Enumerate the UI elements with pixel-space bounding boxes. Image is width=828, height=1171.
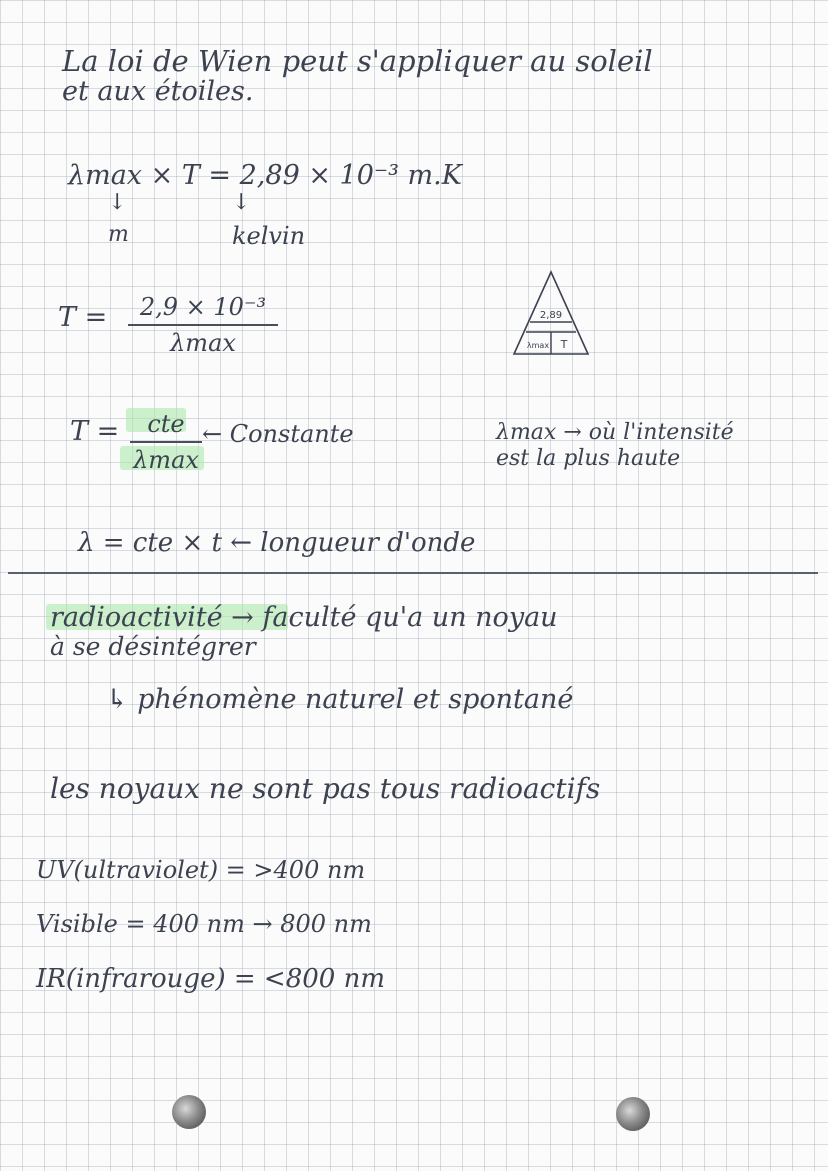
formula-triangle-diagram — [510, 268, 592, 360]
wien-formula: λmax × T = 2,89 × 10⁻³ m.K — [68, 160, 462, 191]
fraction-denominator: λmax — [133, 445, 199, 474]
fraction-bar — [128, 324, 278, 326]
arrow-down-icon: ↓ — [108, 190, 127, 215]
spectrum-ir: IR(infrarouge) = <800 nm — [36, 964, 385, 994]
constant-note: ← Constante — [202, 420, 354, 448]
binder-hole-left — [172, 1095, 206, 1129]
fraction-numerator: cte — [147, 410, 185, 438]
fraction-cte — [130, 410, 202, 474]
radioactivity-definition-cont: à se désintégrer — [50, 632, 256, 661]
spectrum-uv: UV(ultraviolet) = >400 nm — [36, 856, 366, 884]
radioactivity-note: les noyaux ne sont pas tous radioactifs — [50, 772, 601, 805]
triangle-top-label: 2,89 — [539, 310, 563, 321]
radioactivity-nature: ↳ phénomène naturel et spontané — [106, 684, 574, 715]
t-equals-cte: T = — [70, 416, 120, 447]
fraction-temperature — [128, 293, 278, 357]
binder-hole-right — [616, 1097, 650, 1131]
fraction-denominator: λmax — [170, 328, 236, 357]
fraction-bar — [130, 441, 202, 443]
unit-lambda: m — [108, 222, 129, 247]
arrow-down-icon: ↓ — [232, 190, 251, 215]
lambda-max-note-line-1: λmax → où l'intensité — [496, 420, 734, 445]
t-equals: T = — [58, 302, 108, 333]
triangle-bottom-left-label: λmax — [526, 341, 550, 350]
radioactivity-definition: radioactivité → faculté qu'a un noyau — [50, 602, 558, 633]
lambda-max-note-line-2: est la plus haute — [496, 446, 681, 471]
section-divider — [8, 572, 818, 574]
intro-line-2: et aux étoiles. — [62, 76, 254, 107]
fraction-numerator: 2,9 × 10⁻³ — [139, 293, 267, 321]
wavelength-equation: λ = cte × t ← longueur d'onde — [78, 528, 476, 558]
triangle-bottom-right-label: T — [560, 338, 568, 351]
spectrum-visible: Visible = 400 nm → 800 nm — [36, 910, 372, 938]
intro-line-1: La loi de Wien peut s'appliquer au soleil — [62, 44, 653, 78]
unit-temperature: kelvin — [232, 222, 306, 250]
